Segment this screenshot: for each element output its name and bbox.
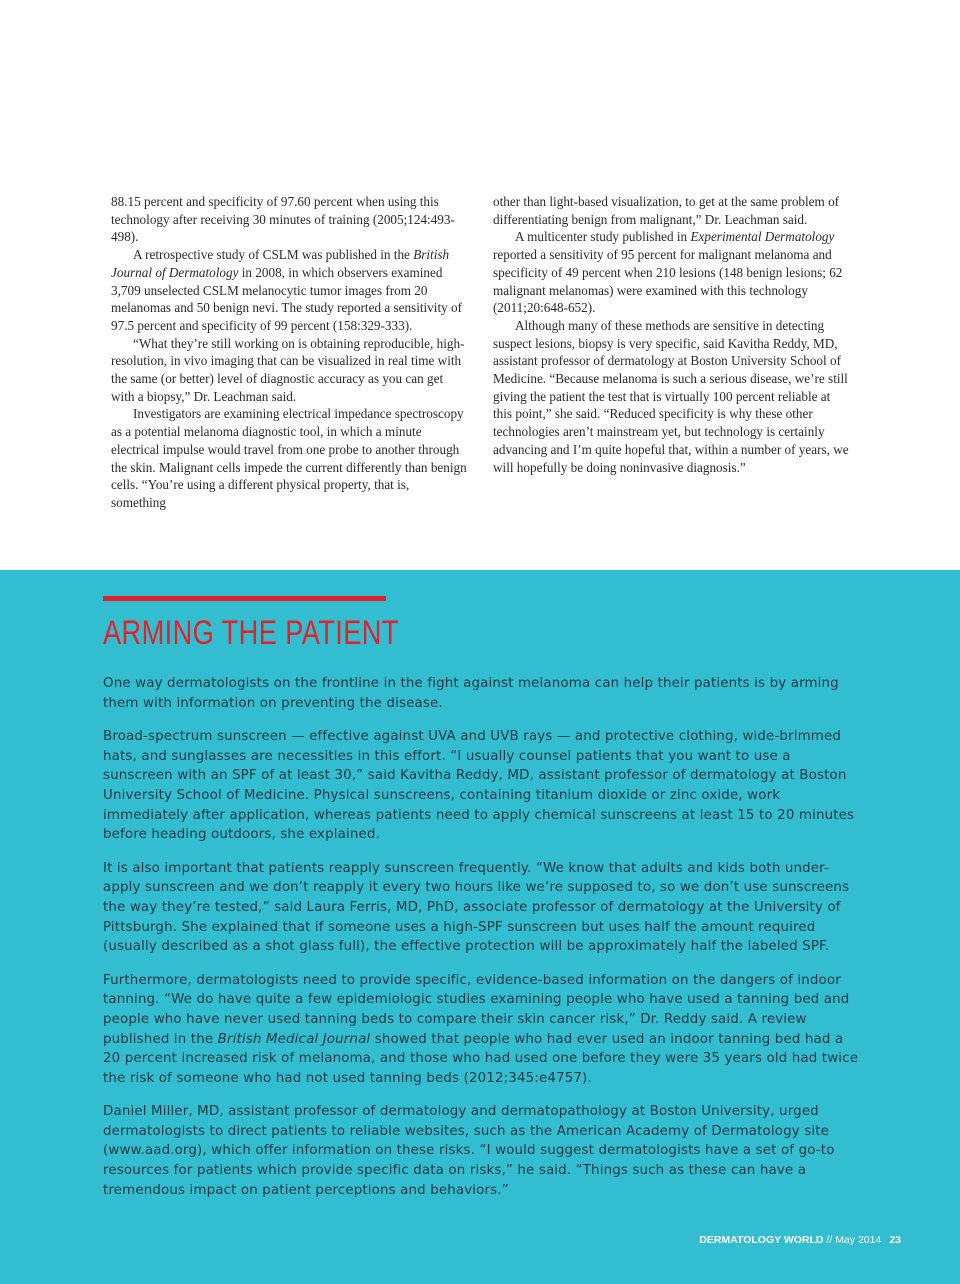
issue-date: May 2014 — [835, 1234, 882, 1246]
sidebar-paragraph: Broad-spectrum sunscreen — effective against UVA and UVB rays — and protective clothing, wide-brimmed hats, and sunglasses are necessities in this effort. “I usually counsel patients that you want to use a sunscreen with an SPF of at least 30,” said Kavitha Reddy, MD, assistant professor of dermatology at Boston University School of Medicine. Physical sunscreens, containing titanium dioxide or zinc oxide, work immediately after application, whereas patients need to apply chemical sunscreens at least 15 to 20 minutes before heading outdoors, she explained. — [103, 729, 855, 843]
publication-name: DERMATOLOGY WORLD — [699, 1234, 824, 1246]
sidebar-paragraph: One way dermatologists on the frontline in the fight against melanoma can help their patients is by arming them with information on preventing the disease. — [103, 676, 839, 711]
journal-title: British Journal of Dermatology — [111, 247, 450, 280]
sidebar-panel — [0, 570, 960, 1284]
body-paragraph: A multicenter study published in Experimental Dermatology reported a sensitivity of 95 percent for malignant melanoma and specificity of 49 percent when 210 lesions (148 benign lesions; 62 malignant melanomas) were examined with this technology (2011;20:648-652). — [493, 229, 843, 316]
right-column — [493, 193, 849, 512]
footer-separator: // — [823, 1234, 836, 1246]
journal-title: British Medical Journal — [217, 1031, 371, 1047]
journal-title: Experimental Dermatology — [690, 229, 835, 245]
body-paragraph: “What they’re still working on is obtaining reproducible, high-resolution, in vivo imaging that can be visualized in real time with the same (or better) level of diagnostic accuracy as you can get with a biopsy,” Dr. Leachman said. — [111, 335, 465, 404]
page-footer — [699, 1234, 901, 1246]
sidebar-body — [103, 674, 863, 1214]
body-paragraph: Although many of these methods are sensitive in detecting suspect lesions, biopsy is very specific, said Kavitha Reddy, MD, assistant professor of dermatology at Boston University School of Medicine. “Because melanoma is such a serious disease, we’re still giving the patient the test that is virtually 100 percent reliable at this point,” she said. “Reduced specificity is why these other technologies aren’t mainstream yet, but technology is certainly advancing and I’m quite hopeful that, within a number of years, we will hopefully be doing noninvasive diagnosis.” — [493, 317, 849, 475]
heading-rule — [103, 596, 386, 601]
body-paragraph: 88.15 percent and specificity of 97.60 percent when using this technology after receiving 30 minutes of training (2005;124:493-498). — [111, 194, 455, 245]
page-number: 23 — [889, 1234, 901, 1246]
sidebar-paragraph: Furthermore, dermatologists need to provide specific, evidence-based information on the dangers of indoor tanning. “We do have quite a few epidemiologic studies examining people who have used a tanning bed and people who have never used tanning beds to compare their skin cancer risk,” Dr. Reddy said. A review published in the British Medical Journal showed that people who had ever used an indoor tanning bed had a 20 percent increased risk of melanoma, and those who had used one before they were 35 years old had twice the risk of someone who had not used tanning beds (2012;345:e4757). — [103, 972, 859, 1086]
sidebar-paragraph: It is also important that patients reapply sunscreen frequently. “We know that adults and kids both under-apply sunscreen and we don’t reapply it every two hours like we’re supposed to, so we don’t use sunscreens the way they’re tested,” said Laura Ferris, MD, PhD, associate professor of dermatology at the University of Pittsburgh. She explained that if someone uses a high-SPF sunscreen but uses half the amount required (usually described as a shot glass full), the effective protection will be approximately half the labeled SPF. — [103, 860, 850, 955]
sidebar-paragraph: Daniel Miller, MD, assistant professor of dermatology and dermatopathology at Boston University, urged dermatologists to direct patients to reliable websites, such as the American Academy of Dermatology site (www.aad.org), which offer information on these risks. “I would suggest dermatologists have a set of go-to resources for patients which provide specific data on risks,” he said. “Things such as these can have a tremendous impact on patient perceptions and behaviors.” — [103, 1104, 835, 1198]
sidebar-title: ARMING THE PATIENT — [103, 614, 399, 652]
left-column — [111, 193, 467, 512]
body-paragraph: A retrospective study of CSLM was published in the British Journal of Dermatology in 2008, in which observers examined 3,709 unselected CSLM melanocytic tumor images from 20 melanomas and 50 benign nevi. The study reported a sensitivity of 97.5 percent and specificity of 99 percent (158:329-333). — [111, 247, 462, 333]
article-columns — [111, 193, 849, 512]
body-paragraph: Investigators are examining electrical impedance spectroscopy as a potential melanoma diagnostic tool, in which a minute electrical impulse would travel from one probe to another through the skin. Malignant cells impede the current differently than benign cells. “You’re using a different physical property, that is, something — [111, 406, 467, 510]
body-paragraph: other than light-based visualization, to get at the same problem of differentiating benign from malignant,” Dr. Leachman said. — [493, 194, 840, 227]
